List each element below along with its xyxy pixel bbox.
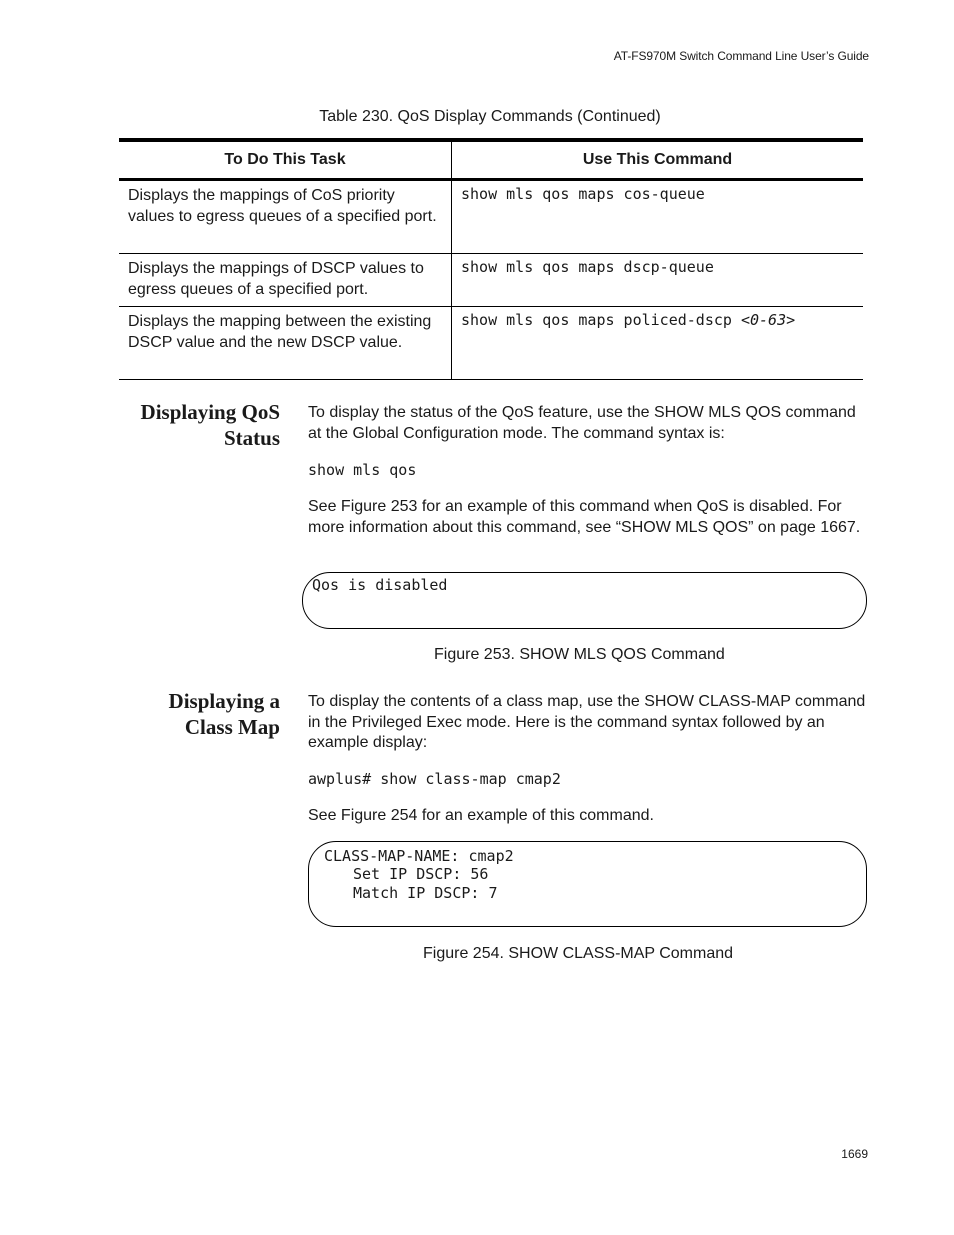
table-row (119, 307, 863, 380)
page-number: 1669 (841, 1147, 868, 1161)
task-cell: Displays the mappings of CoS priority values to egress queues of a specified port. (119, 180, 452, 254)
heading-line: Status (223, 426, 280, 450)
running-header: AT-FS970M Switch Command Line User’s Guide (613, 49, 869, 63)
qos-display-commands-table (119, 138, 863, 380)
qos-screen-output (302, 572, 867, 629)
class-map-command-syntax: awplus# show class-map cmap2 (308, 770, 561, 788)
task-cell: Displays the mappings of DSCP values to egress queues of a specified port. (119, 254, 452, 307)
screen-line: Set IP DSCP: 56 (353, 865, 489, 883)
table-caption: Table 230. QoS Display Commands (Continued) (319, 108, 661, 125)
screen-line: Match IP DSCP: 7 (353, 884, 498, 902)
task-cell: Displays the mapping between the existing DSCP value and the new DSCP value. (119, 307, 452, 380)
class-map-reference-paragraph: See Figure 254 for an example of this command. (308, 807, 654, 824)
table-row (119, 254, 863, 307)
command-cell: show mls qos maps cos-queue (452, 180, 864, 254)
qos-intro-paragraph: To display the status of the QoS feature, use the SHOW MLS QOS command at the Global Configuration mode. The command syntax is: (308, 404, 856, 442)
table-header-row (119, 140, 863, 180)
command-cell: show mls qos maps dscp-queue (452, 254, 864, 307)
figure-254-caption: Figure 254. SHOW CLASS-MAP Command (423, 945, 734, 962)
qos-command-syntax: show mls qos (308, 461, 417, 479)
figure-253-caption: Figure 253. SHOW MLS QOS Command (434, 646, 725, 663)
qos-reference-paragraph: See Figure 253 for an example of this command when QoS is disabled. For more information about this command, see “SHOW MLS QOS” on page 1667. (308, 498, 861, 536)
class-map-screen-output (308, 841, 867, 927)
screen-line: Qos is disabled (312, 576, 448, 594)
column-header-command: Use This Command (452, 140, 864, 180)
heading-line: Class Map (184, 715, 280, 739)
command-parameter: <0-63> (740, 311, 796, 329)
command-text: show mls qos maps policed-dscp (461, 311, 732, 329)
section-heading-qos-status (100, 399, 280, 451)
table-row (119, 180, 863, 254)
screen-line: CLASS-MAP-NAME: cmap2 (324, 847, 514, 865)
heading-line: Displaying a (168, 689, 280, 713)
heading-line: Displaying QoS (140, 400, 280, 424)
command-cell (452, 307, 864, 380)
column-header-task: To Do This Task (119, 140, 452, 180)
section-heading-class-map (100, 688, 280, 740)
class-map-intro-paragraph: To display the contents of a class map, use the SHOW CLASS-MAP command in the Privileged Exec mode. Here is the command syntax followed by an example display: (308, 693, 866, 751)
